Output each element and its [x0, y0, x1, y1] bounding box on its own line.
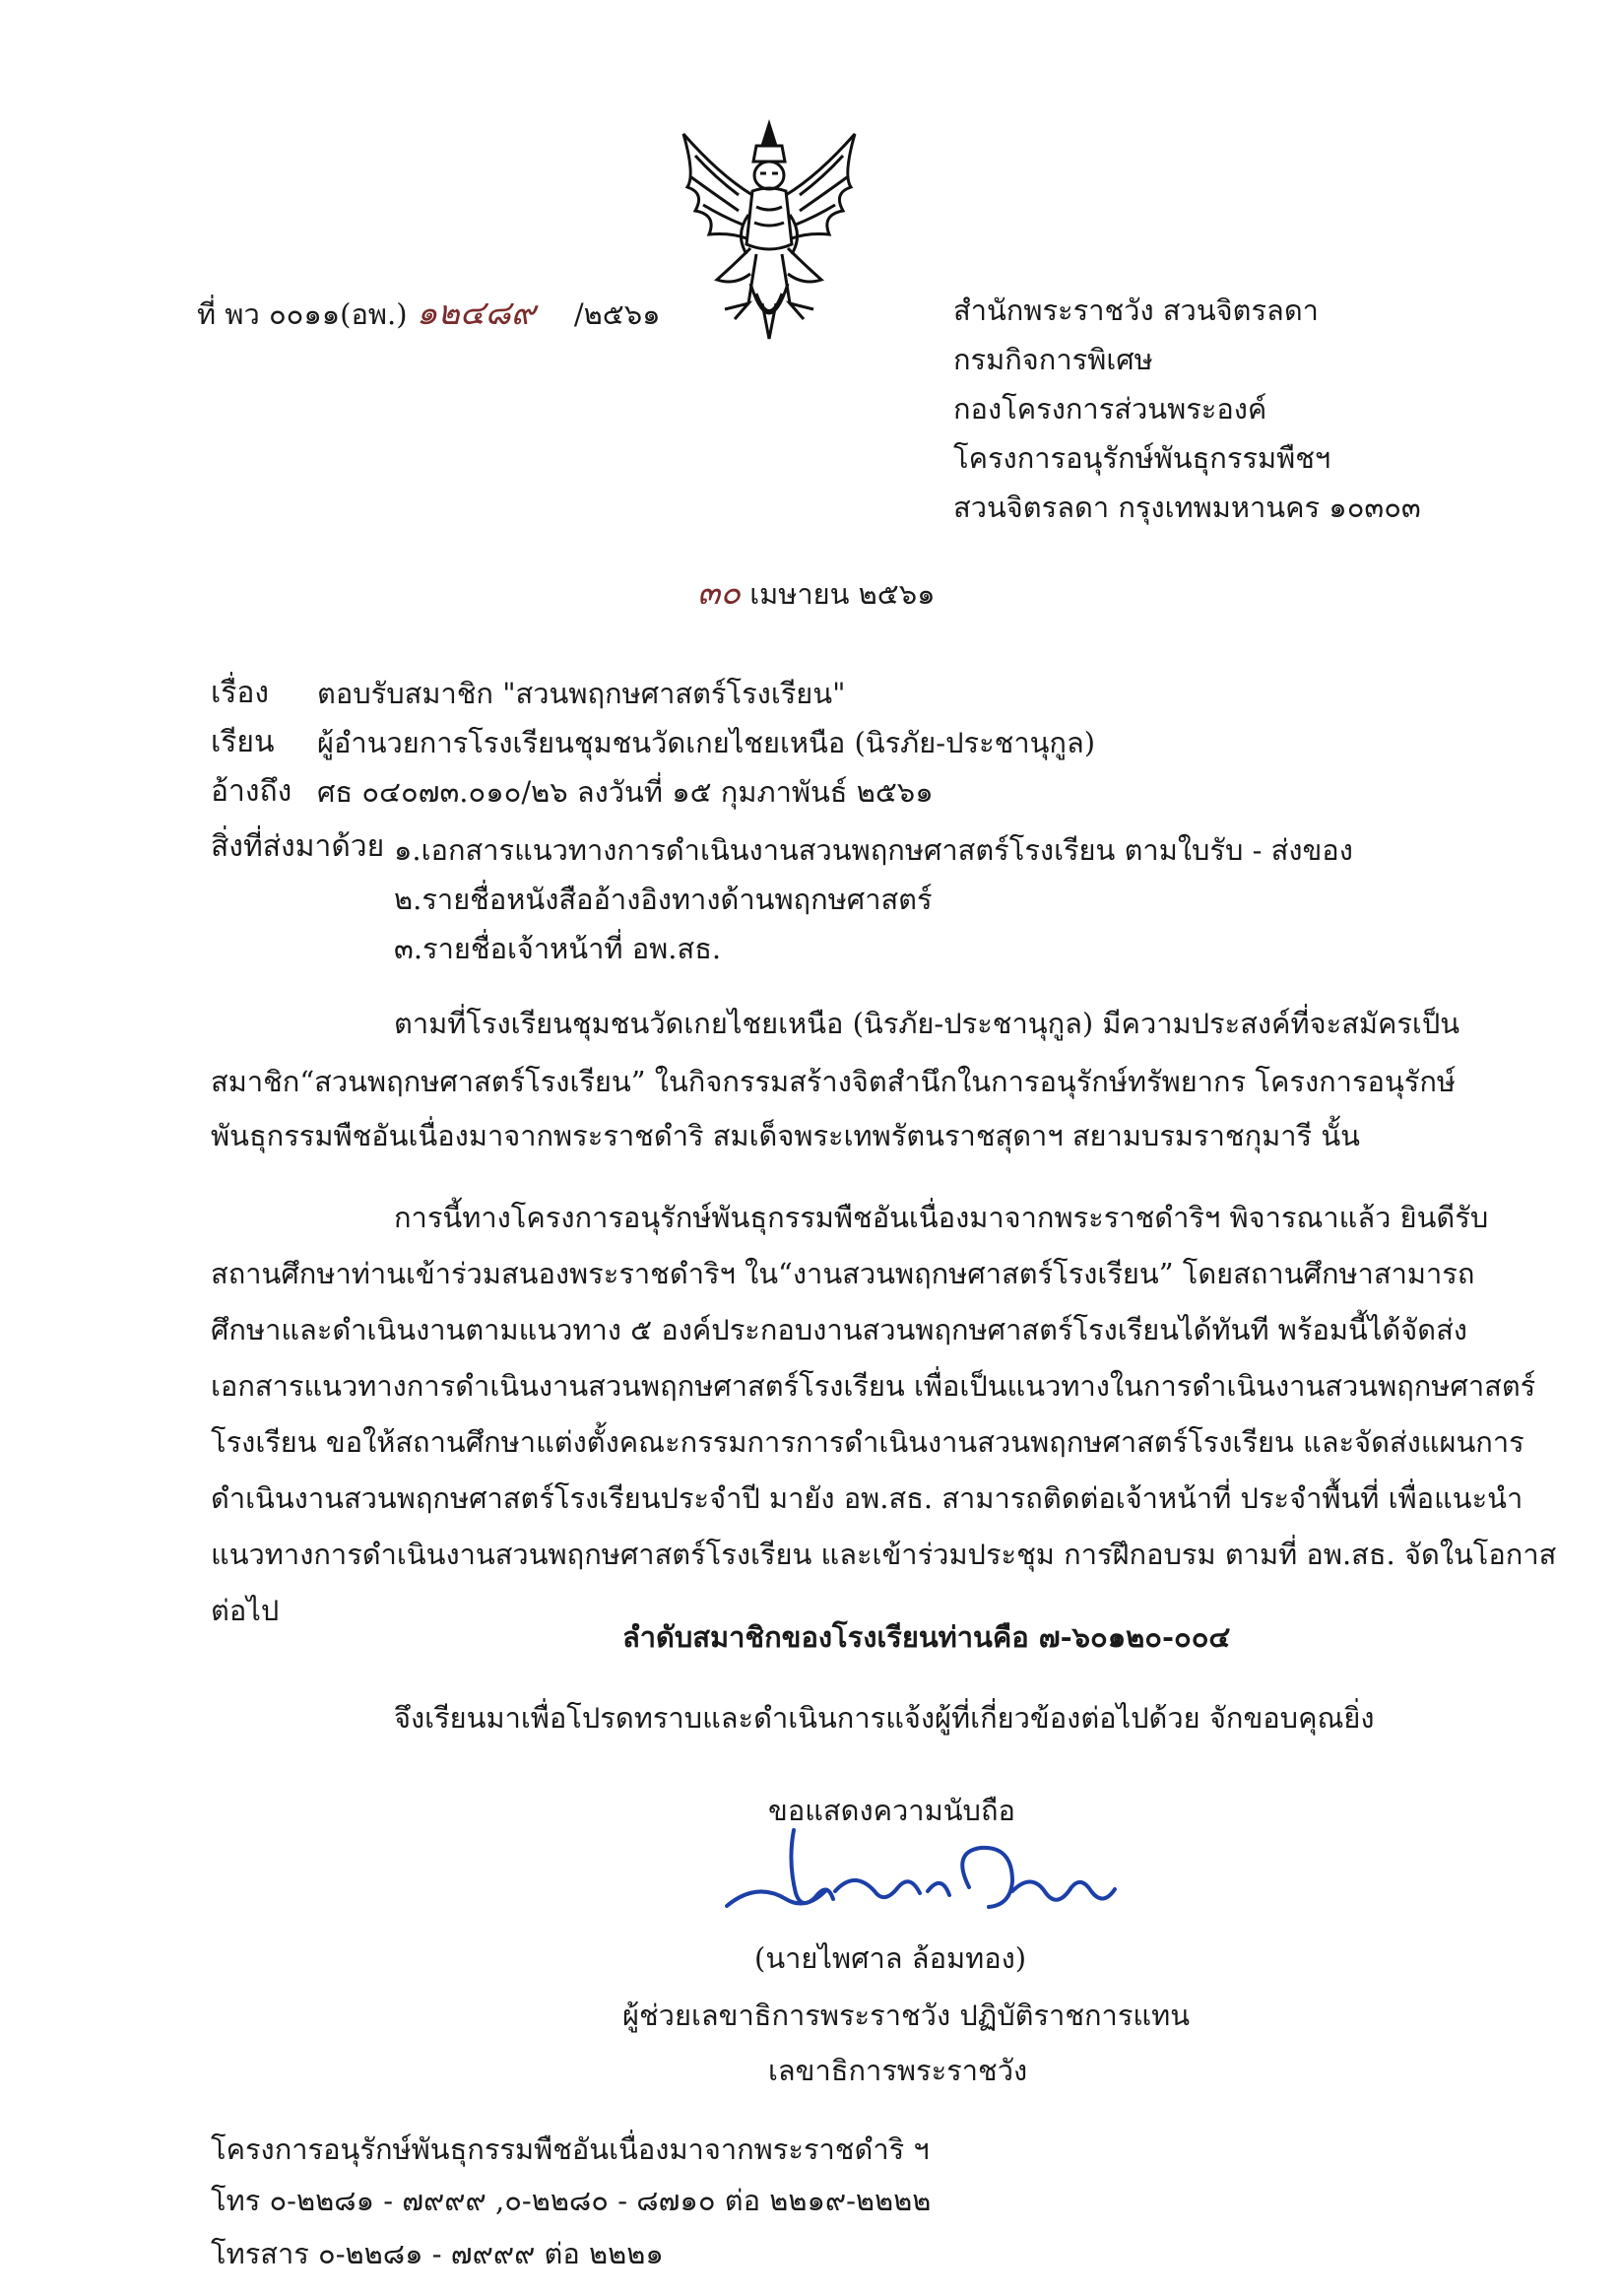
footer-organization: โครงการอนุรักษ์พันธุกรรมพืชอันเนื่องมาจากพระราชดำริ ฯ	[211, 2132, 930, 2166]
paragraph-line: ตามที่โรงเรียนชุมชนวัดเกยไชยเหนือ (นิรภัย-ประชานุกูล) มีความประสงค์ที่จะสมัครเป็น	[394, 1007, 1460, 1040]
paragraph-line: สถานศึกษาท่านเข้าร่วมสนองพระราชดำริฯ ใน“งานสวนพฤกษศาสตร์โรงเรียน” โดยสถานศึกษาสามารถ	[211, 1257, 1475, 1290]
body-paragraph-1	[211, 1000, 1460, 1160]
to-label: เรียน	[211, 725, 275, 759]
signer-name: (นายไพศาล ล้อมทอง)	[754, 1941, 1027, 1975]
closing-sentence: จึงเรียนมาเพื่อโปรดทราบและดำเนินการแจ้งผู้ที่เกี่ยวข้องต่อไปด้วย จักขอบคุณยิ่ง	[394, 1701, 1375, 1735]
reference-year: /๒๕๖๑	[573, 297, 661, 331]
signer-position: ผู้ช่วยเลขาธิการพระราชวัง ปฏิบัติราชการแทน	[622, 1999, 1191, 2032]
body-paragraph-2	[211, 1194, 1557, 1635]
paragraph-line: เอกสารแนวทางการดำเนินงานสวนพฤกษศาสตร์โรงเรียน เพื่อเป็นแนวทางในการดำเนินงานสวนพฤกษศาสตร์	[211, 1369, 1536, 1403]
paragraph-line: ดำเนินงานสวนพฤกษศาสตร์โรงเรียนประจำปี มายัง อพ.สธ. สามารถติดต่อเจ้าหน้าที่ ประจำพื้นที่ เพื่อแนะนำ	[211, 1481, 1524, 1515]
member-number: ลำดับสมาชิกของโรงเรียนท่านคือ ๗-๖๐๑๒๐-๐๐๔	[622, 1620, 1231, 1654]
garuda-emblem-icon	[666, 116, 873, 345]
paragraph-line: ต่อไป	[211, 1594, 280, 1627]
paragraph-line: ศึกษาและดำเนินงานตามแนวทาง ๕ องค์ประกอบงานสวนพฤกษศาสตร์โรงเรียนได้ทันที พร้อมนี้ได้จัดส่ง	[211, 1313, 1467, 1346]
reference-number: ๑๒๔๘๙	[416, 294, 536, 333]
subject-text: ตอบรับสมาชิก "สวนพฤกษศาสตร์โรงเรียน"	[317, 677, 846, 710]
enclosure-list	[394, 825, 1353, 973]
paragraph-line: โรงเรียน ขอให้สถานศึกษาแต่งตั้งคณะกรรมการการดำเนินงานสวนพฤกษศาสตร์โรงเรียน และจัดส่งแผนการ	[211, 1425, 1524, 1459]
footer-fax: โทรสาร ๐-๒๒๘๑ - ๗๙๙๙ ต่อ ๒๒๒๑	[211, 2237, 664, 2270]
reference-number-line	[197, 292, 661, 336]
sender-address	[953, 286, 1421, 532]
date-month-year: เมษายน ๒๕๖๑	[749, 577, 936, 611]
enclosure-item: ๓.รายชื่อเจ้าหน้าที่ อพ.สธ.	[394, 932, 722, 965]
handwritten-signature	[717, 1822, 1131, 1931]
sender-line: สวนจิตรลดา กรุงเทพมหานคร ๑๐๓๐๓	[953, 491, 1421, 524]
enclosure-item: ๑.เอกสารแนวทางการดำเนินงานสวนพฤกษศาสตร์โรงเรียน ตามใบรับ - ส่งของ	[394, 833, 1353, 867]
enclosure-label: สิ่งที่ส่งมาด้วย	[211, 829, 385, 864]
reference-prefix: ที่ พว ๐๐๑๑(อพ.)	[197, 297, 408, 331]
regards-text: ขอแสดงความนับถือ	[768, 1794, 1015, 1827]
to-text: ผู้อำนวยการโรงเรียนชุมชนวัดเกยไชยเหนือ (นิรภัย-ประชานุกูล)	[317, 726, 1096, 759]
enclosure-item: ๒.รายชื่อหนังสืออ้างอิงทางด้านพฤกษศาสตร์	[394, 883, 933, 916]
subject-label: เรื่อง	[211, 676, 270, 710]
letter-date	[697, 571, 936, 616]
signer-position-2: เลขาธิการพระราชวัง	[768, 2054, 1028, 2087]
paragraph-line: พันธุกรรมพืชอันเนื่องมาจากพระราชดำริ สมเด็จพระเทพรัตนราชสุดาฯ สยามบรมราชกุมารี นั้น	[211, 1119, 1360, 1152]
sender-line: กรมกิจการพิเศษ	[953, 343, 1153, 376]
footer-telephone: โทร ๐-๒๒๘๑ - ๗๙๙๙ ,๐-๒๒๘๐ - ๘๗๑๐ ต่อ ๒๒๑๙-๒๒๒๒	[211, 2184, 932, 2217]
paragraph-line: การนี้ทางโครงการอนุรักษ์พันธุกรรมพืชอันเนื่องมาจากพระราชดำริฯ พิจารณาแล้ว ยินดีรับ	[394, 1201, 1489, 1234]
date-day: ๓๐	[697, 573, 741, 613]
sender-line: โครงการอนุรักษ์พันธุกรรมพืชฯ	[953, 441, 1331, 475]
sender-line: สำนักพระราชวัง สวนจิตรลดา	[953, 294, 1319, 327]
paragraph-line: แนวทางการดำเนินงานสวนพฤกษศาสตร์โรงเรียน และเข้าร่วมประชุม การฝึกอบรม ตามที่ อพ.สธ. จัดในโอกาส	[211, 1538, 1557, 1571]
reference-label: อ้างถึง	[211, 774, 292, 809]
sender-line: กองโครงการส่วนพระองค์	[953, 392, 1267, 426]
reference-text: ศธ ๐๔๐๗๓.๐๑๐/๒๖ ลงวันที่ ๑๕ กุมภาพันธ์ ๒๕๖๑	[317, 775, 934, 809]
paragraph-line: สมาชิก“สวนพฤกษศาสตร์โรงเรียน” ในกิจกรรมสร้างจิตสำนึกในการอนุรักษ์ทรัพยากร โครงการอนุรักษ์	[211, 1065, 1457, 1098]
